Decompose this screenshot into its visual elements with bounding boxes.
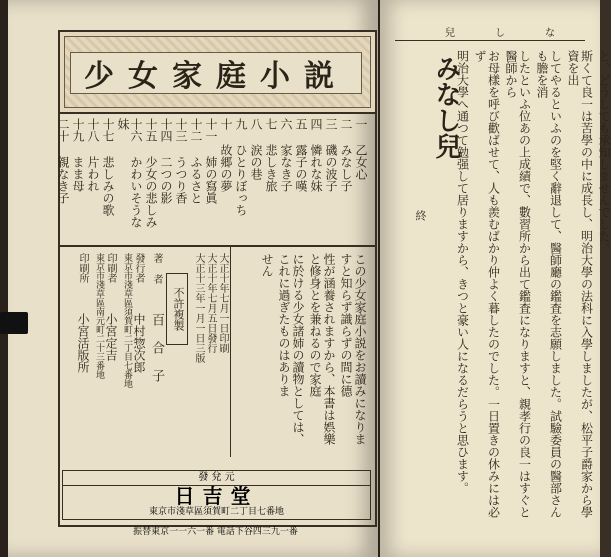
story-line: 明治大學へ通つて勉强して居りますから、きつと豪い人になるだらうと思ひます。 <box>455 50 470 494</box>
preface-line: この少女家庭小説をお讀みになりますと知らず識らずの間に德 <box>339 253 367 445</box>
toc-item: 六 家なき子 <box>279 118 293 192</box>
running-header <box>395 22 585 41</box>
publisher-label: 發行者 <box>133 253 144 283</box>
chapter-end-mark: 終 <box>414 210 427 221</box>
copyright-notice: 不許複製 <box>166 273 188 345</box>
publisher-heading: 發 兌 元 <box>63 471 370 486</box>
preface-line: 性が涵養されますから、本書は娯樂と修身とを兼ねるので家庭 <box>308 253 336 445</box>
table-of-contents <box>58 112 377 246</box>
publisher-contact: 振替東京一一六一番 電話下谷四三九一番 <box>133 527 298 537</box>
toc-item: 十二 ふるさと <box>189 118 203 204</box>
preface-line: に於ける少女諸姉の讀物としては、これに過ぎたものはありま <box>277 253 305 445</box>
toc-item: 一 乙女心 <box>354 118 368 180</box>
divider <box>230 247 231 457</box>
header-char-3: 兒 <box>445 28 455 39</box>
printer-address: 東京市淺草區南元町二十三番地 <box>94 253 104 379</box>
publisher-box-address: 東京市淺草區須賀町二丁目七番地 <box>148 507 284 517</box>
publisher-address: 東京市淺草區須賀町二丁目七番地 <box>122 253 132 388</box>
toc-item: 九 ひとりぼっち <box>234 118 248 216</box>
chapter-title: みなし兒 <box>431 55 461 159</box>
toc-item: 十 故郷の夢 <box>219 118 233 192</box>
story-line: したといふ位あの上成績で、數習所から出て鑑査になりますと、親孝行の良一はすぐと醫師から <box>504 50 532 518</box>
publisher-box <box>62 470 371 520</box>
story-line: と、どうしても承知しませんでした。 <box>597 50 611 254</box>
printer-name: 小宮定吉 <box>104 313 118 361</box>
publication-date-2: 大正十年七月五日發行 <box>205 253 216 353</box>
toc-item: 十三 うつり香 <box>174 118 188 204</box>
publication-date-1: 大正十年七月一日印刷 <box>217 253 228 353</box>
colophon <box>64 253 228 453</box>
toc-item: 十九 まま母 <box>71 118 85 192</box>
toc-item: 三 磯の波子 <box>324 118 338 192</box>
printer-label: 印刷者 <box>105 253 116 283</box>
toc-item: 十七 悲しみの歌 <box>101 118 115 216</box>
publisher-name: 中村惣次郎 <box>132 313 146 373</box>
toc-item: 八 涙の巷 <box>249 118 263 180</box>
toc-item: 七 悲しき旅 <box>264 118 278 192</box>
header-char-2: し <box>495 28 505 39</box>
story-text <box>455 50 610 520</box>
author-name: 百 合 子 <box>149 313 164 382</box>
toc-item: 十一 姉の寫眞 <box>204 118 218 204</box>
press-label: 印刷所 <box>77 253 88 283</box>
toc-item: 十六 かわいそうな妹 <box>116 118 143 228</box>
toc-item: 十四 二つの影 <box>159 118 173 204</box>
toc-list <box>56 118 367 238</box>
press-name: 小宮活版所 <box>76 313 90 373</box>
toc-item: 四 憐れな妹 <box>309 118 323 192</box>
header-char-1: な <box>545 28 555 39</box>
preface <box>260 253 367 453</box>
binder-clip <box>0 312 28 334</box>
story-line: してやるといふのを堅く辭退して、醫師廳の鑑査を志願しました。試驗委員の醫部さんも膽を消 <box>535 50 563 518</box>
author-label: 著 者 <box>151 253 162 284</box>
toc-item: 十八 片われ <box>86 118 100 192</box>
publisher-name-large: 日吉堂 <box>174 484 259 508</box>
toc-item: 五 露子の嘆 <box>294 118 308 192</box>
story-line: 斯くて良一は苦學の中に成長し、明治大學の法科に入學しましたが、松平子爵家から學資を出 <box>566 50 594 518</box>
book-title: 少女家庭小説 <box>70 52 362 94</box>
toc-item: 二 みなし子 <box>339 118 353 192</box>
publication-date-3: 大正十三年一月一日三版 <box>193 253 204 363</box>
toc-item: 二十 親なき子 <box>56 118 70 204</box>
story-line: お母樣を呼び歡ばせて、人も羨むばかり仲よく暮したのでした。一日置きの休みには必ず <box>473 50 501 518</box>
toc-item: 十五 少女の悲しみ <box>144 118 158 228</box>
preface-line: せん <box>260 253 274 277</box>
